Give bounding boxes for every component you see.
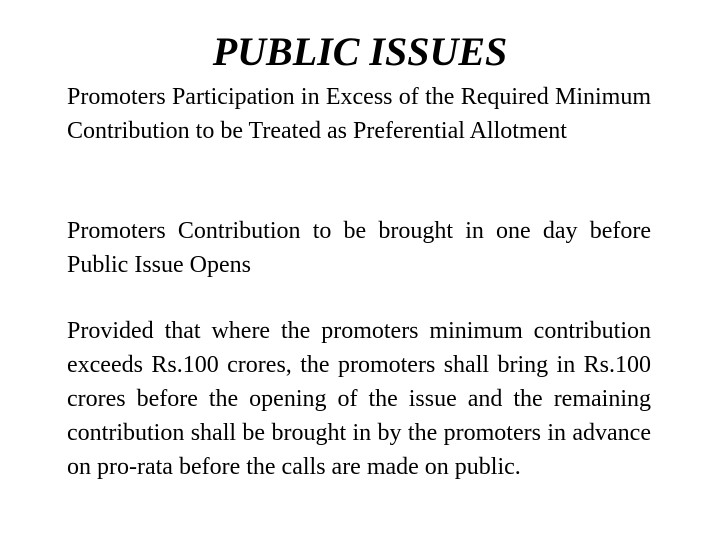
paragraph-proviso: Provided that where the promoters minimum contribution exceeds Rs.100 crores, the promoters shall bring in Rs.100 crores before the opening of the issue and the remaining contribution shall be brought in by the promoters in advance on pro-rata before the calls are made on public. — [67, 318, 651, 480]
paragraph-contribution-timing: Promoters Contribution to be brought in one day before Public Issue Opens — [67, 218, 651, 278]
slide-title: PUBLIC ISSUES — [212, 29, 508, 74]
paragraph-preferential-allotment: Promoters Participation in Excess of the Required Minimum Contribution to be Treated as Preferential Allotment — [67, 84, 651, 144]
